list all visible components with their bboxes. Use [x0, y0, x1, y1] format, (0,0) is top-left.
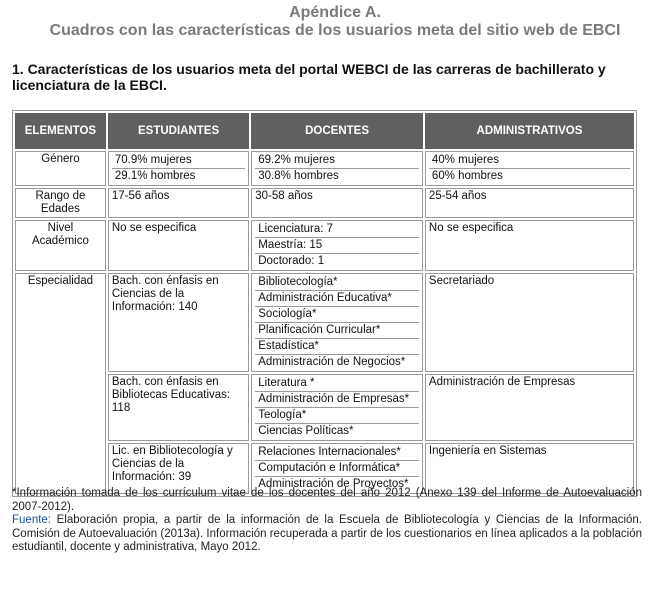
nivel-docentes-licenciatura: Licenciatura: 7: [255, 222, 419, 238]
nivel-administrativos: No se especifica: [425, 220, 634, 271]
table-row-especialidad-2: [15, 374, 634, 441]
fuente-label: Fuente:: [12, 514, 51, 526]
asterisk-note: *Información tomada de los currículum vitae de los docentes del año 2012 (Anexo 139 del Informe de Autoevaluación 2007-2012).: [12, 487, 642, 513]
especialidad-docente: Bibliotecología*: [255, 275, 419, 291]
edades-administrativos: 25-54 años: [425, 188, 634, 218]
section-title: 1. Características de los usuarios meta del portal WEBCI de las carreras de bachillerato y licenciatura de la EBCI.: [12, 61, 606, 93]
especialidad-docente: Relaciones Internacionales*: [255, 445, 419, 461]
especialidad-docente: Computación e Informática*: [255, 461, 419, 477]
fuente-text: Elaboración propia, a partir de la información de la Escuela de Bibliotecología y Ciencias de la Información. Comisión de Autoevaluación (2013a). Información recuperada a partir de los cuestionarios en línea aplicados a la población estudiantil, docente y administrativa, Mayo 2012.: [12, 514, 642, 553]
header-administrativos: ADMINISTRATIVOS: [425, 113, 634, 149]
genero-docentes-hombres: 30.8% hombres: [258, 170, 339, 182]
especialidad-administrativos-1: Secretariado: [425, 273, 634, 372]
edades-docentes: 30-58 años: [251, 188, 423, 218]
especialidad-estudiantes-2: Bach. con énfasis en Bibliotecas Educativas: 118: [108, 374, 249, 441]
table-row-genero: [15, 151, 634, 186]
especialidad-docente: Ciencias Políticas*: [258, 425, 354, 437]
row-label-edades: Rango de Edades: [15, 188, 106, 218]
header-estudiantes: ESTUDIANTES: [108, 113, 249, 149]
appendix-subtitle: Cuadros con las características de los usuarios meta del sitio web de EBCI: [49, 22, 621, 39]
table-row-nivel: [15, 220, 634, 271]
table-header-row: [15, 113, 634, 149]
row-label-genero: Género: [15, 151, 106, 186]
nivel-docentes-maestria: Maestría: 15: [255, 238, 419, 254]
especialidad-docente: Sociología*: [255, 307, 419, 323]
row-label-nivel: Nivel Académico: [15, 220, 106, 271]
especialidad-docente: Literatura *: [255, 376, 419, 392]
especialidad-administrativos-2: Administración de Empresas: [425, 374, 634, 441]
source-note: [12, 514, 642, 555]
genero-admin-mujeres: 40% mujeres: [429, 153, 630, 169]
nivel-docentes-doctorado: Doctorado: 1: [258, 255, 325, 267]
nivel-estudiantes: No se especifica: [108, 220, 249, 271]
especialidad-docente: Administración de Negocios*: [258, 356, 406, 368]
especialidad-docente: Administración de Proyectos*: [258, 478, 409, 490]
genero-estudiantes-hombres: 29.1% hombres: [114, 170, 196, 182]
row-label-especialidad: Especialidad: [15, 273, 106, 494]
table-row-especialidad-1: [15, 273, 634, 372]
especialidad-estudiantes-3: Lic. en Bibliotecología y Ciencias de la Información: 39: [108, 443, 249, 494]
header-elementos: ELEMENTOS: [15, 113, 106, 149]
genero-docentes-mujeres: 69.2% mujeres: [255, 153, 419, 169]
especialidad-docente: Administración Educativa*: [255, 291, 419, 307]
header-docentes: DOCENTES: [251, 113, 423, 149]
especialidad-administrativos-3: Ingeniería en Sistemas: [425, 443, 634, 494]
especialidad-docente: Estadística*: [255, 339, 419, 355]
genero-estudiantes-mujeres: 70.9% mujeres: [112, 153, 245, 169]
appendix-title: Apéndice A.: [289, 4, 381, 21]
edades-estudiantes: 17-56 años: [108, 188, 249, 218]
genero-admin-hombres: 60% hombres: [431, 170, 503, 182]
footnotes: [12, 487, 642, 555]
especialidad-docente: Teología*: [255, 408, 419, 424]
especialidad-estudiantes-1: Bach. con énfasis en Ciencias de la Información: 140: [108, 273, 249, 372]
characteristics-table: [12, 110, 637, 497]
table-row-edades: [15, 188, 634, 218]
especialidad-docente: Planificación Curricular*: [255, 323, 419, 339]
especialidad-docente: Administración de Empresas*: [255, 392, 419, 408]
